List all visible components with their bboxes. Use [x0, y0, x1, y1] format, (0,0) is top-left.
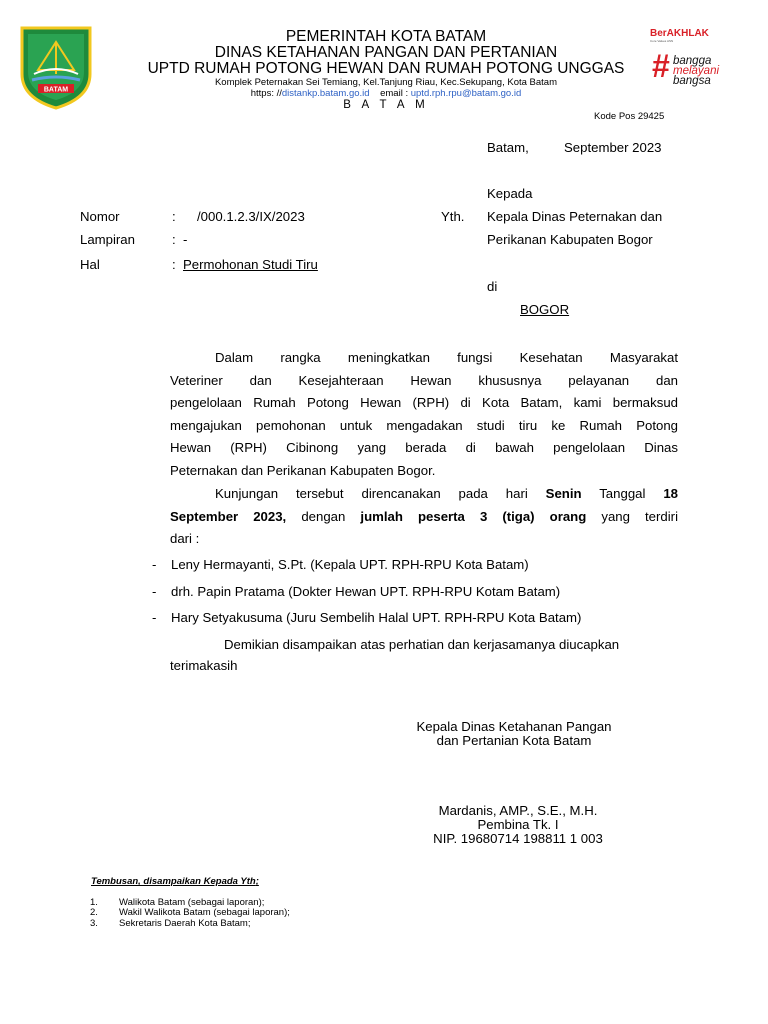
tembusan-title-text: Tembusan, disampaikan Kepada Yth	[91, 876, 256, 887]
hal-value: Permohonan Studi Tiru	[183, 257, 318, 272]
kop-address: Komplek Peternakan Sei Temiang, Kel.Tanjung Riau, Kec.Sekupang, Kota Batam	[214, 77, 558, 88]
list-bullet: -	[152, 557, 157, 572]
lampiran-label: Lampiran	[80, 232, 135, 247]
recipient-line-1: Kepala Dinas Peternakan dan	[487, 209, 663, 224]
hal-label: Hal	[80, 257, 100, 272]
berakhlak-title: BerAKHLAK	[650, 28, 709, 39]
participant-item: drh. Papin Pratama (Dokter Hewan UPT. RPH-RPU Kotam Batam)	[171, 584, 561, 599]
visit-day: Senin	[545, 486, 582, 501]
yth-label: Yth.	[441, 209, 465, 224]
paragraph-2-line-3: dari :	[170, 531, 200, 546]
visit-text: Kunjungan tersebut direncanakan pada hari	[215, 486, 528, 501]
closing-line-2: terimakasih	[170, 658, 238, 673]
hal-separator: :	[172, 257, 176, 272]
paragraph-1-line: Peternakan dan Perikanan Kabupaten Bogor.	[170, 462, 436, 478]
kop-city: B A T A M	[343, 99, 429, 111]
berakhlak-subtitle: Core Values ASN	[650, 39, 674, 43]
website-link[interactable]: distankp.batam.go.id	[281, 88, 370, 99]
paragraph-2-line-1	[170, 483, 678, 506]
bangga-melayani-bangsa-logo	[652, 48, 738, 90]
paragraph-1-line: Hewan (RPH) Cibinong yang berada di bawah pengelolaan Dinas	[170, 440, 678, 455]
visit-date-month: September 2023,	[170, 508, 287, 524]
paragraph-1-line: mengajukan pemohonan untuk mengadakan studi tiru ke Rumah Potong	[170, 417, 678, 433]
nomor-value: /000.1.2.3/IX/2023	[197, 209, 305, 224]
paragraph-1	[170, 347, 678, 482]
tembusan-title-suffix: ;	[255, 876, 259, 887]
kop-agency-name: DINAS KETAHANAN PANGAN DAN PERTANIAN	[214, 44, 558, 61]
list-bullet: -	[152, 584, 157, 599]
closing-line-1: Demikian disampaikan atas perhatian dan kerjasamanya diucapkan	[224, 637, 620, 652]
paragraph-1-line: pengelolaan Rumah Potong Hewan (RPH) di Kota Batam, kami bermaksud	[170, 395, 678, 410]
paragraph-2	[170, 483, 678, 551]
paragraph-1-line: Dalam rangka meningkatkan fungsi Kesehatan Masyarakat	[215, 350, 678, 365]
participant-item: Leny Hermayanti, S.Pt. (Kepala UPT. RPH-RPU Kota Batam)	[171, 557, 529, 572]
tanggal-word: Tanggal	[599, 486, 646, 501]
email-prefix: email :	[380, 88, 409, 99]
kop-government-name: PEMERINTAH KOTA BATAM	[285, 28, 487, 45]
postal-code: Kode Pos 29425	[594, 111, 665, 122]
participant-count: jumlah peserta 3 (tiga) orang	[360, 508, 587, 524]
lampiran-separator: :	[172, 232, 176, 247]
bangga-word: bangga	[673, 55, 712, 67]
terdiri-text: yang terdiri	[601, 508, 678, 524]
destination-city: BOGOR	[520, 302, 570, 317]
nomor-separator: :	[172, 209, 176, 224]
berakhlak-badge	[650, 28, 736, 47]
lampiran-value: -	[183, 232, 188, 247]
kepada-label: Kepada	[487, 186, 533, 201]
emblem-banner-text: BATAM	[43, 86, 69, 94]
batam-city-emblem-icon	[18, 24, 94, 110]
tembusan-item: Walikota Batam (sebagai laporan);	[119, 897, 265, 908]
tembusan-number: 2.	[90, 907, 98, 918]
nomor-label: Nomor	[80, 209, 120, 224]
signer-name: Mardanis, AMP., S.E., M.H.	[438, 803, 598, 818]
tembusan-item: Sekretaris Daerah Kota Batam;	[119, 918, 251, 929]
signature-position-2: dan Pertanian Kota Batam	[436, 733, 592, 748]
tembusan-title	[91, 877, 259, 887]
tembusan-number: 1.	[90, 897, 98, 908]
participant-item: Hary Setyakusuma (Juru Sembelih Halal UPT. RPH-RPU Kota Batam)	[171, 610, 582, 625]
tembusan-item: Wakil Walikota Batam (sebagai laporan);	[119, 907, 290, 918]
dengan-word: dengan	[301, 508, 346, 524]
melayani-word: melayani	[673, 65, 720, 77]
signature-position-1: Kepala Dinas Ketahanan Pangan	[416, 719, 612, 734]
signer-nip: NIP. 19680714 198811 1 003	[433, 831, 603, 846]
bangsa-word: bangsa	[673, 75, 711, 87]
hashtag-icon: #	[652, 48, 670, 84]
tembusan-number: 3.	[90, 918, 98, 929]
signer-rank: Pembina Tk. I	[477, 817, 559, 832]
web-prefix: https: //	[250, 88, 282, 99]
date-city: Batam,	[487, 140, 529, 155]
email-link[interactable]: uptd.rph.rpu@batam.go.id	[410, 88, 522, 99]
visit-date-day: 18	[663, 486, 678, 501]
kop-contact-line	[96, 89, 676, 99]
kop-unit-name: UPTD RUMAH POTONG HEWAN DAN RUMAH POTONG UNGGAS	[147, 60, 625, 77]
paragraph-1-line: Veteriner dan Kesejahteraan Hewan khususnya pelayanan dan	[170, 372, 678, 388]
di-label: di	[487, 279, 498, 294]
letter-date: September 2023	[564, 140, 662, 155]
list-bullet: -	[152, 610, 157, 625]
paragraph-2-line-2	[170, 506, 678, 529]
recipient-line-2: Perikanan Kabupaten Bogor	[487, 232, 653, 247]
